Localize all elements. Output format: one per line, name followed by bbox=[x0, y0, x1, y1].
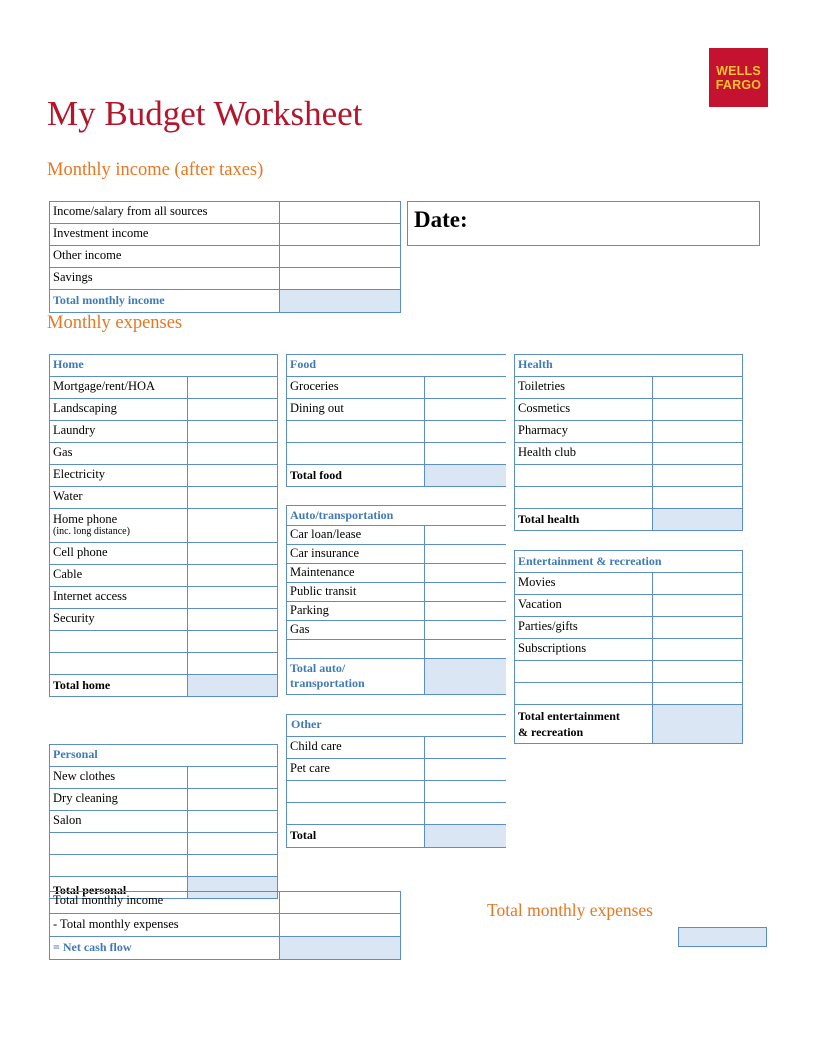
health-table bbox=[514, 354, 743, 531]
total-label-line-2: transportation bbox=[290, 676, 365, 690]
row-label: Savings bbox=[50, 268, 280, 289]
row-label: Pharmacy bbox=[515, 421, 653, 442]
row-label: Car insurance bbox=[287, 545, 425, 563]
logo-line-2: FARGO bbox=[715, 77, 762, 92]
table-row bbox=[50, 609, 278, 631]
blank-label-field[interactable] bbox=[515, 661, 653, 682]
section-header: Food bbox=[290, 357, 317, 371]
amount-field[interactable] bbox=[188, 609, 278, 630]
blank-label-field[interactable] bbox=[50, 631, 188, 652]
table-row bbox=[50, 653, 278, 675]
table-row bbox=[287, 583, 506, 602]
table-row bbox=[50, 767, 278, 789]
table-row bbox=[515, 421, 743, 443]
table-row bbox=[50, 587, 278, 609]
section-header: Auto/transportation bbox=[290, 508, 394, 522]
row-label: Child care bbox=[287, 737, 425, 758]
personal-table bbox=[49, 744, 278, 899]
row-label: Toiletries bbox=[515, 377, 653, 398]
table-row bbox=[515, 443, 743, 465]
total-expenses-field[interactable] bbox=[678, 927, 767, 947]
total-label: Total bbox=[287, 825, 425, 847]
amount-field[interactable] bbox=[425, 443, 506, 464]
amount-field[interactable] bbox=[280, 914, 401, 936]
row-label: Subscriptions bbox=[515, 639, 653, 660]
table-row bbox=[50, 421, 278, 443]
row-label: Water bbox=[50, 487, 188, 508]
table-row bbox=[287, 640, 506, 659]
table-row bbox=[515, 465, 743, 487]
table-row bbox=[50, 565, 278, 587]
row-label: Income/salary from all sources bbox=[50, 202, 280, 223]
total-label: Total personal bbox=[50, 877, 188, 898]
amount-field[interactable] bbox=[653, 465, 743, 486]
table-row bbox=[287, 759, 506, 781]
table-row bbox=[50, 487, 278, 509]
table-row bbox=[50, 443, 278, 465]
logo-line-1: WELLS bbox=[716, 63, 761, 78]
amount-field[interactable] bbox=[188, 465, 278, 486]
table-row bbox=[50, 914, 401, 937]
amount-field[interactable] bbox=[425, 621, 506, 639]
row-label: Laundry bbox=[50, 421, 188, 442]
table-row bbox=[515, 617, 743, 639]
row-label bbox=[50, 509, 188, 542]
table-row bbox=[50, 631, 278, 653]
amount-field[interactable] bbox=[425, 583, 506, 601]
table-row bbox=[515, 683, 743, 705]
amount-field[interactable] bbox=[653, 487, 743, 508]
table-row bbox=[287, 737, 506, 759]
amount-field[interactable] bbox=[188, 811, 278, 832]
row-label: Investment income bbox=[50, 224, 280, 245]
row-label: Parties/gifts bbox=[515, 617, 653, 638]
amount-field[interactable] bbox=[653, 399, 743, 420]
blank-label-field[interactable] bbox=[287, 443, 425, 464]
table-row bbox=[515, 399, 743, 421]
blank-label-field[interactable] bbox=[287, 640, 425, 658]
amount-field[interactable] bbox=[280, 892, 401, 913]
table-row bbox=[287, 602, 506, 621]
table-row bbox=[50, 811, 278, 833]
table-row bbox=[287, 399, 506, 421]
table-row bbox=[515, 509, 743, 531]
table-row bbox=[50, 465, 278, 487]
blank-label-field[interactable] bbox=[50, 653, 188, 674]
total-label bbox=[287, 659, 425, 694]
table-row bbox=[287, 377, 506, 399]
total-label: Total monthly income bbox=[50, 290, 280, 312]
section-header: Other bbox=[291, 717, 322, 731]
table-row bbox=[287, 659, 506, 695]
amount-field[interactable] bbox=[425, 377, 506, 398]
table-row bbox=[515, 551, 743, 573]
total-label bbox=[515, 705, 653, 743]
table-row bbox=[50, 290, 401, 313]
total-field[interactable] bbox=[425, 825, 506, 847]
other-table bbox=[286, 714, 506, 848]
amount-field[interactable] bbox=[280, 246, 401, 267]
amount-field[interactable] bbox=[425, 421, 506, 442]
table-row bbox=[287, 564, 506, 583]
table-row bbox=[287, 355, 506, 377]
blank-label-field[interactable] bbox=[50, 833, 188, 854]
blank-label-field[interactable] bbox=[287, 421, 425, 442]
blank-label-field[interactable] bbox=[515, 487, 653, 508]
row-label: Internet access bbox=[50, 587, 188, 608]
table-row bbox=[287, 526, 506, 545]
home-phone-label: Home phone bbox=[53, 512, 118, 526]
blank-label-field[interactable] bbox=[515, 683, 653, 704]
amount-field[interactable] bbox=[280, 224, 401, 245]
table-row bbox=[287, 506, 506, 526]
home-phone-note: (inc. long distance) bbox=[53, 526, 130, 537]
table-row bbox=[50, 509, 278, 543]
amount-field[interactable] bbox=[653, 443, 743, 464]
total-label: Total home bbox=[50, 675, 188, 696]
table-row bbox=[50, 224, 401, 246]
total-label-line-2: & recreation bbox=[518, 725, 584, 739]
amount-field[interactable] bbox=[425, 640, 506, 658]
row-label: Other income bbox=[50, 246, 280, 267]
table-row bbox=[515, 573, 743, 595]
table-row bbox=[50, 268, 401, 290]
table-row bbox=[50, 675, 278, 697]
amount-field[interactable] bbox=[425, 399, 506, 420]
table-row bbox=[287, 621, 506, 640]
amount-field[interactable] bbox=[653, 377, 743, 398]
total-label-line-1: Total auto/ bbox=[290, 661, 346, 675]
amount-field[interactable] bbox=[653, 661, 743, 682]
table-row bbox=[287, 545, 506, 564]
table-row bbox=[50, 543, 278, 565]
total-expenses-label: Total monthly expenses bbox=[487, 900, 653, 920]
table-row bbox=[50, 355, 278, 377]
row-label: Groceries bbox=[287, 377, 425, 398]
row-label: Public transit bbox=[287, 583, 425, 601]
amount-field[interactable] bbox=[188, 509, 278, 542]
amount-field[interactable] bbox=[425, 526, 506, 544]
date-box[interactable] bbox=[407, 201, 760, 246]
food-table bbox=[286, 354, 506, 487]
table-row bbox=[515, 705, 743, 744]
row-label: Dining out bbox=[287, 399, 425, 420]
amount-field[interactable] bbox=[188, 543, 278, 564]
table-row bbox=[287, 465, 506, 487]
table-row bbox=[50, 937, 401, 960]
net-cash-flow-field[interactable] bbox=[280, 937, 401, 959]
table-row bbox=[515, 355, 743, 377]
row-label: Vacation bbox=[515, 595, 653, 616]
table-row bbox=[287, 803, 506, 825]
table-row bbox=[50, 833, 278, 855]
amount-field[interactable] bbox=[425, 545, 506, 563]
row-label: Security bbox=[50, 609, 188, 630]
amount-field[interactable] bbox=[188, 631, 278, 652]
amount-field[interactable] bbox=[188, 587, 278, 608]
amount-field[interactable] bbox=[653, 683, 743, 704]
table-row bbox=[50, 246, 401, 268]
table-row bbox=[50, 202, 401, 224]
table-row bbox=[515, 487, 743, 509]
amount-field[interactable] bbox=[188, 855, 278, 876]
date-label: Date: bbox=[414, 207, 468, 232]
total-field[interactable] bbox=[653, 705, 743, 743]
row-label: Mortgage/rent/HOA bbox=[50, 377, 188, 398]
table-row bbox=[50, 399, 278, 421]
amount-field[interactable] bbox=[425, 781, 506, 802]
table-row bbox=[287, 421, 506, 443]
row-label: Dry cleaning bbox=[50, 789, 188, 810]
row-label: Salon bbox=[50, 811, 188, 832]
table-row bbox=[50, 855, 278, 877]
amount-field[interactable] bbox=[188, 487, 278, 508]
wells-fargo-logo bbox=[709, 48, 768, 107]
section-header: Home bbox=[50, 355, 278, 376]
net-cash-flow-label: = Net cash flow bbox=[50, 937, 280, 959]
row-label: - Total monthly expenses bbox=[50, 914, 280, 936]
amount-field[interactable] bbox=[653, 421, 743, 442]
row-label: Cosmetics bbox=[515, 399, 653, 420]
table-row bbox=[287, 443, 506, 465]
auto-table bbox=[286, 505, 506, 695]
page-title: My Budget Worksheet bbox=[47, 94, 363, 133]
total-label-line-1: Total entertainment bbox=[518, 709, 620, 723]
entertainment-table bbox=[514, 550, 743, 744]
table-row bbox=[515, 661, 743, 683]
income-table bbox=[49, 201, 401, 313]
amount-field[interactable] bbox=[425, 803, 506, 824]
row-label: Car loan/lease bbox=[287, 526, 425, 544]
amount-field[interactable] bbox=[653, 617, 743, 638]
total-field[interactable] bbox=[425, 465, 506, 486]
table-row bbox=[515, 639, 743, 661]
table-row bbox=[50, 789, 278, 811]
section-header: Personal bbox=[50, 745, 278, 766]
amount-field[interactable] bbox=[653, 573, 743, 594]
amount-field[interactable] bbox=[653, 595, 743, 616]
table-row bbox=[287, 715, 506, 737]
amount-field[interactable] bbox=[425, 737, 506, 758]
row-label: Electricity bbox=[50, 465, 188, 486]
table-row bbox=[50, 745, 278, 767]
income-heading: Monthly income (after taxes) bbox=[47, 160, 264, 180]
amount-field[interactable] bbox=[188, 421, 278, 442]
blank-label-field[interactable] bbox=[50, 855, 188, 876]
amount-field[interactable] bbox=[653, 639, 743, 660]
total-label: Total food bbox=[287, 465, 425, 486]
blank-label-field[interactable] bbox=[287, 781, 425, 802]
table-row bbox=[50, 892, 401, 914]
amount-field[interactable] bbox=[280, 268, 401, 289]
total-label: Total health bbox=[515, 509, 653, 530]
row-label: Cell phone bbox=[50, 543, 188, 564]
expenses-heading: Monthly expenses bbox=[47, 313, 183, 333]
total-field[interactable] bbox=[280, 290, 401, 312]
table-row bbox=[50, 377, 278, 399]
total-field[interactable] bbox=[653, 509, 743, 530]
row-label: Health club bbox=[515, 443, 653, 464]
row-label: New clothes bbox=[50, 767, 188, 788]
section-header: Entertainment & recreation bbox=[515, 551, 743, 572]
row-label: Total monthly income bbox=[50, 892, 280, 913]
row-label: Parking bbox=[287, 602, 425, 620]
blank-label-field[interactable] bbox=[287, 803, 425, 824]
row-label: Pet care bbox=[287, 759, 425, 780]
amount-field[interactable] bbox=[425, 759, 506, 780]
blank-label-field[interactable] bbox=[515, 465, 653, 486]
amount-field[interactable] bbox=[188, 767, 278, 788]
table-row bbox=[287, 781, 506, 803]
amount-field[interactable] bbox=[188, 653, 278, 674]
table-row bbox=[287, 825, 506, 848]
amount-field[interactable] bbox=[188, 377, 278, 398]
home-table bbox=[49, 354, 278, 697]
section-header: Health bbox=[515, 355, 743, 376]
row-label: Gas bbox=[287, 621, 425, 639]
table-row bbox=[515, 377, 743, 399]
amount-field[interactable] bbox=[425, 564, 506, 582]
summary-table bbox=[49, 891, 401, 960]
table-row bbox=[515, 595, 743, 617]
amount-field[interactable] bbox=[188, 399, 278, 420]
amount-field[interactable] bbox=[188, 565, 278, 586]
amount-field[interactable] bbox=[188, 443, 278, 464]
row-label: Cable bbox=[50, 565, 188, 586]
total-field[interactable] bbox=[425, 659, 506, 694]
row-label: Landscaping bbox=[50, 399, 188, 420]
row-label: Maintenance bbox=[287, 564, 425, 582]
row-label: Movies bbox=[515, 573, 653, 594]
amount-field[interactable] bbox=[188, 789, 278, 810]
amount-field[interactable] bbox=[188, 833, 278, 854]
row-label: Gas bbox=[50, 443, 188, 464]
amount-field[interactable] bbox=[425, 602, 506, 620]
total-field[interactable] bbox=[188, 675, 278, 696]
amount-field[interactable] bbox=[280, 202, 401, 223]
